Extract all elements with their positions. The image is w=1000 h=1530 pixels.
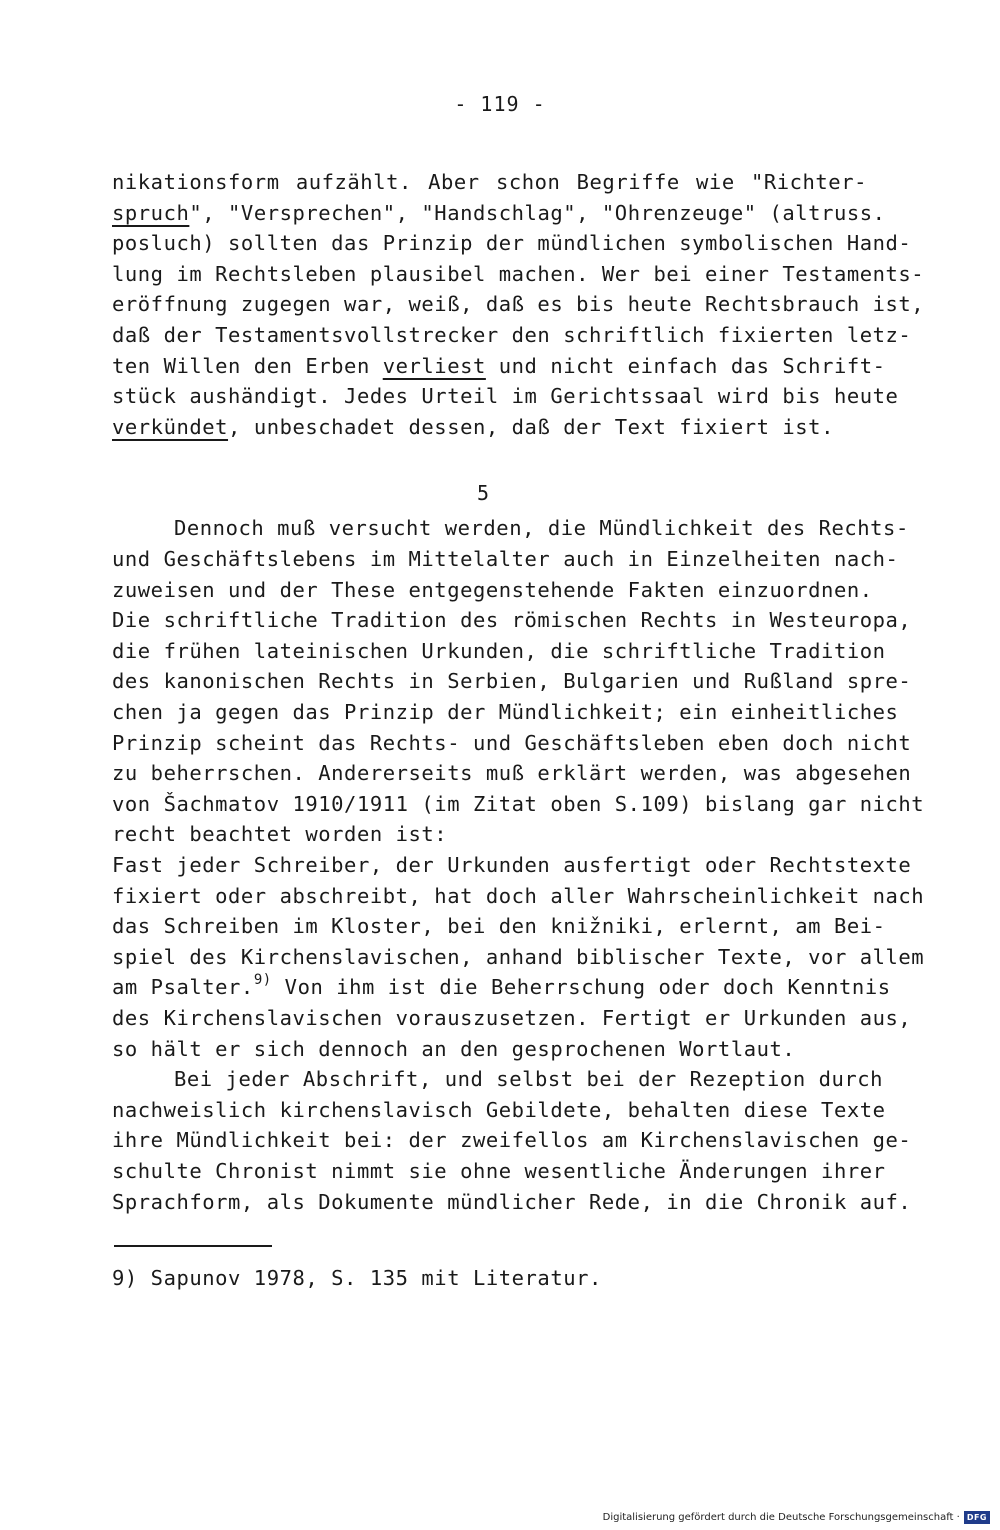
text-line: recht beachtet worden ist: <box>112 822 448 846</box>
text-line: Die schriftliche Tradition des römischen Rechts in Westeuropa, <box>112 608 912 632</box>
underlined-term: verliest <box>382 354 486 378</box>
text-line: und Geschäftslebens im Mittelalter auch in Einzelheiten nach- <box>112 547 899 571</box>
text-segment: Von ihm ist die Beherrschung oder doch Kenntnis <box>271 975 891 999</box>
text-line <box>112 354 886 378</box>
text-line: Sprachform, als Dokumente mündlicher Rede, in die Chronik auf. <box>112 1190 912 1214</box>
digitization-credit <box>603 1511 990 1524</box>
text-line: stück aushändigt. Jedes Urteil im Gerichtssaal wird bis heute <box>112 384 899 408</box>
text-line: Fast jeder Schreiber, der Urkunden ausfertigt oder Rechtstexte <box>112 853 912 877</box>
page-number: - 119 - <box>454 92 546 116</box>
text-segment: und nicht einfach das Schrift- <box>485 354 886 378</box>
text-line: Dennoch muß versucht werden, die Mündlichkeit des Rechts- <box>174 516 909 540</box>
text-line: fixiert oder abschreibt, hat doch aller Wahrscheinlichkeit nach <box>112 884 925 908</box>
section-number: 5 <box>476 481 490 505</box>
text-line: des Kirchenslavischen vorauszusetzen. Fertigt er Urkunden aus, <box>112 1006 912 1030</box>
text-line: posluch) sollten das Prinzip der mündlichen symbolischen Hand- <box>112 231 912 255</box>
text-segment: , unbeschadet dessen, daß der Text fixiert ist. <box>228 415 834 439</box>
text-line: Prinzip scheint das Rechts- und Geschäftsleben eben doch nicht <box>112 731 912 755</box>
text-line: des kanonischen Rechts in Serbien, Bulgarien und Rußland spre- <box>112 669 912 693</box>
text-segment: ", "Versprechen", "Handschlag", "Ohrenzeuge" (altruss. <box>189 201 886 225</box>
underlined-term: verkündet <box>112 415 229 439</box>
text-line <box>112 972 891 999</box>
text-line <box>112 417 834 438</box>
footnote: 9) Sapunov 1978, S. 135 mit Literatur. <box>112 1266 602 1290</box>
text-line: daß der Testamentsvollstrecker den schriftlich fixierten letz- <box>112 323 912 347</box>
underlined-term: spruch <box>112 201 190 225</box>
text-line: zu beherrschen. Andererseits muß erklärt werden, was abgesehen <box>112 761 912 785</box>
text-line: von Šachmatov 1910/1911 (im Zitat oben S.109) bislang gar nicht <box>112 792 925 816</box>
text-line: eröffnung zugegen war, weiß, daß es bis heute Rechtsbrauch ist, <box>112 292 925 316</box>
footnote-reference: 9) <box>253 972 272 988</box>
dfg-logo-icon: DFG <box>964 1511 990 1524</box>
footnote-separator <box>114 1245 272 1247</box>
text-segment: ten Willen den Erben <box>112 354 383 378</box>
text-line: lung im Rechtsleben plausibel machen. Wer bei einer Testaments- <box>112 262 925 286</box>
text-line: die frühen lateinischen Urkunden, die schriftliche Tradition <box>112 639 886 663</box>
text-line: Bei jeder Abschrift, und selbst bei der Rezeption durch <box>174 1067 884 1091</box>
text-line: so hält er sich dennoch an den gesprochenen Wortlaut. <box>112 1037 796 1061</box>
credit-text: Digitalisierung gefördert durch die Deutsche Forschungsgemeinschaft · <box>602 1512 960 1523</box>
text-line: nachweislich kirchenslavisch Gebildete, behalten diese Texte <box>112 1098 886 1122</box>
text-line: schulte Chronist nimmt sie ohne wesentliche Änderungen ihrer <box>112 1159 886 1183</box>
text-line: nikationsform aufzählt. Aber schon Begriffe wie "Richter- <box>112 170 867 194</box>
text-line: spiel des Kirchenslavischen, anhand biblischer Texte, vor allem <box>112 945 925 969</box>
text-line: ihre Mündlichkeit bei: der zweifellos am Kirchenslavischen ge- <box>112 1128 912 1152</box>
text-line: chen ja gegen das Prinzip der Mündlichkeit; ein einheitliches <box>112 700 899 724</box>
text-line <box>112 201 886 225</box>
text-line: das Schreiben im Kloster, bei den knižniki, erlernt, am Bei- <box>112 914 886 938</box>
text-segment: am Psalter. <box>112 975 254 999</box>
text-line: zuweisen und der These entgegenstehende Fakten einzuordnen. <box>112 578 873 602</box>
